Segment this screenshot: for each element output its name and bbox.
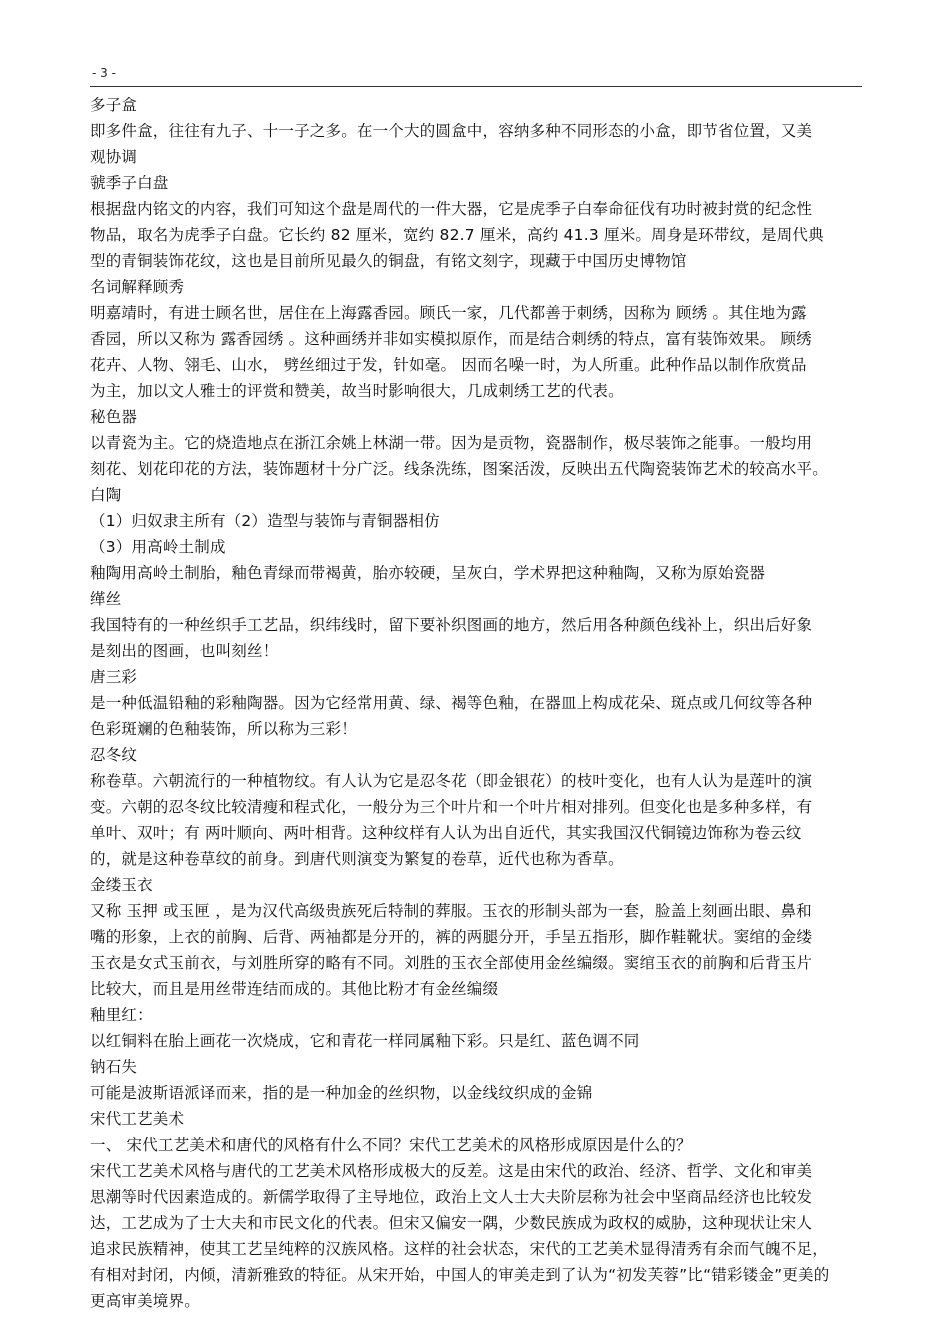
document-body bbox=[90, 92, 862, 1314]
paragraph-line: 可能是波斯语派译而来，指的是一种加金的丝织物，以金线纹织成的金锦 bbox=[90, 1084, 593, 1102]
paragraph-line: 物品，取名为虎季子白盘。它长约 82 厘米，宽约 82.7 厘米，高约 41.3 厘米。周身是环带纹，是周代典 bbox=[90, 226, 824, 244]
paragraph-line: 明嘉靖时，有进士顾名世，居住在上海露香园。顾氏一家，几代都善于刺绣，因称为 顾绣 。其住地为露 bbox=[90, 304, 807, 322]
paragraph-line: 变。六朝的忍冬纹比较清瘦和程式化，一般分为三个叶片和一个叶片相对排列。但变化也是多种多样，有 bbox=[90, 798, 813, 816]
heading-jinlvyuyi: 金缕玉衣 bbox=[90, 876, 153, 894]
paragraph-line: 更高审美境界。 bbox=[90, 1292, 200, 1310]
paragraph-line: 香园，所以又称为 露香园绣 。这种画绣并非如实模拟原作，而是结合刺绣的特点，富有装饰效果。 顾绣 bbox=[90, 330, 812, 348]
paragraph-line: 为主，加以文人雅士的评赏和赞美，故当时影响很大，几成刺绣工艺的代表。 bbox=[90, 382, 624, 400]
paragraph-line: 比较大，而且是用丝带连结而成的。其他比粉才有金丝编缀 bbox=[90, 980, 499, 998]
heading-tangsancai: 唐三彩 bbox=[90, 668, 138, 686]
paragraph-line: 刻花、划花印花的方法，装饰题材十分广泛。线条洗练，图案活泼，反映出五代陶瓷装饰艺术的较高水平。 bbox=[90, 460, 828, 478]
paragraph-line: 追求民族精神，使其工艺呈纯粹的汉族风格。这样的社会状态，宋代的工艺美术显得清秀有余而气魄不足， bbox=[90, 1240, 828, 1258]
paragraph-line: 有相对封闭，内倾，清新雅致的特征。从宋开始，中国人的审美走到了认为“初发芙蓉”比“错彩镂金”更美的 bbox=[90, 1266, 830, 1284]
paragraph-line: 是一种低温铅釉的彩釉陶器。因为它经常用黄、绿、褐等色釉，在器皿上构成花朵、斑点或几何纹等各种 bbox=[90, 694, 813, 712]
paragraph-line: 以青瓷为主。它的烧造地点在浙江余姚上林湖一带。因为是贡物，瓷器制作，极尽装饰之能事。一般均用 bbox=[90, 434, 813, 452]
paragraph-line: 单叶、双叶；有 两叶顺向、两叶相背。这种纹样有人认为出自近代，其实我国汉代铜镜边饰称为卷云纹 bbox=[90, 824, 802, 842]
paragraph-line: 根据盘内铭文的内容，我们可知这个盘是周代的一件大器，它是虎季子白奉命征伐有功时被封赏的纪念性 bbox=[90, 200, 813, 218]
heading-rendongwen: 忍冬纹 bbox=[90, 746, 138, 764]
heading-guxiu: 名词解释顾秀 bbox=[90, 278, 185, 296]
paragraph-line: 思潮等时代因素造成的。新儒学取得了主导地位，政治上文人士大夫阶层称为社会中坚商品经济也比较发 bbox=[90, 1188, 813, 1206]
paragraph-line: 花卉、人物、翎毛、山水， 劈丝细过于发，针如毫。 因而名噪一时，为人所重。此种作品以制作欣赏品 bbox=[90, 356, 807, 374]
page-number: - 3 - bbox=[92, 66, 116, 80]
paragraph-line: 达，工艺成为了士大夫和市民文化的代表。但宋又偏安一隅，少数民族成为政权的威胁，这种现状让宋人 bbox=[90, 1214, 813, 1232]
paragraph-line: 即多件盒，往往有九子、十一子之多。在一个大的圆盒中，容纳多种不同形态的小盒，即节省位置，又美 bbox=[90, 122, 813, 140]
heading-kesi: 缂丝 bbox=[90, 590, 122, 608]
heading-baitao: 白陶 bbox=[90, 486, 122, 504]
heading-duozihe: 多子盒 bbox=[90, 96, 138, 114]
paragraph-line: 宋代工艺美术风格与唐代的工艺美术风格形成极大的反差。这是由宋代的政治、经济、哲学、文化和审美 bbox=[90, 1162, 813, 1180]
paragraph-line: 的，就是这种卷草纹的前身。到唐代则演变为繁复的卷草，近代也称为香草。 bbox=[90, 850, 624, 868]
paragraph-line: 我国特有的一种丝织手工艺品，织纬线时，留下要补织图画的地方，然后用各种颜色线补上，织出后好象 bbox=[90, 616, 813, 634]
paragraph-line: 釉陶用高岭土制胎，釉色青绿而带褐黄，胎亦较硬，呈灰白，学术界把这种釉陶，又称为原始瓷器 bbox=[90, 564, 766, 582]
heading-songdai: 宋代工艺美术 bbox=[90, 1110, 185, 1128]
header-rule bbox=[90, 86, 862, 87]
paragraph-line: 是刻出的图画，也叫刻丝！ bbox=[90, 642, 279, 660]
paragraph-line: 玉衣是女式玉前衣，与刘胜所穿的略有不同。刘胜的玉衣全部使用金丝编缀。窦绾玉衣的前胸和后背玉片 bbox=[90, 954, 813, 972]
heading-mise: 秘色器 bbox=[90, 408, 138, 426]
paragraph-line: 色彩斑斓的色釉装饰，所以称为三彩！ bbox=[90, 720, 357, 738]
heading-youlihong: 釉里红： bbox=[90, 1006, 153, 1024]
heading-nashishi: 钠石失 bbox=[90, 1058, 138, 1076]
paragraph-line: 型的青铜装饰花纹，这也是目前所见最久的铜盘，有铭文刻字，现藏于中国历史博物馆 bbox=[90, 252, 687, 270]
paragraph-line: 以红铜料在胎上画花一次烧成，它和青花一样同属釉下彩。只是红、蓝色调不同 bbox=[90, 1032, 640, 1050]
question-line: 一、 宋代工艺美术和唐代的风格有什么不同？宋代工艺美术的风格形成原因是什么的？ bbox=[90, 1136, 692, 1154]
paragraph-line: 嘴的形象，上衣的前胸、后背、两袖都是分开的，裤的两腿分开，手呈五指形，脚作鞋靴状。窦绾的金缕 bbox=[90, 928, 813, 946]
heading-guojizibaipan: 虢季子白盘 bbox=[90, 174, 169, 192]
paragraph-line: 又称 玉押 或玉匣 ，是为汉代高级贵族死后特制的葬服。玉衣的形制头部为一套，脸盖上刻画出眼、鼻和 bbox=[90, 902, 812, 920]
paragraph-line: 称卷草。六朝流行的一种植物纹。有人认为它是忍冬花（即金银花）的枝叶变化，也有人认为是莲叶的演 bbox=[90, 772, 813, 790]
paragraph-line: 观协调 bbox=[90, 148, 138, 166]
paragraph-line: （3）用高岭土制成 bbox=[90, 538, 226, 556]
paragraph-line: （1）归奴隶主所有（2）造型与装饰与青铜器相仿 bbox=[90, 512, 440, 530]
